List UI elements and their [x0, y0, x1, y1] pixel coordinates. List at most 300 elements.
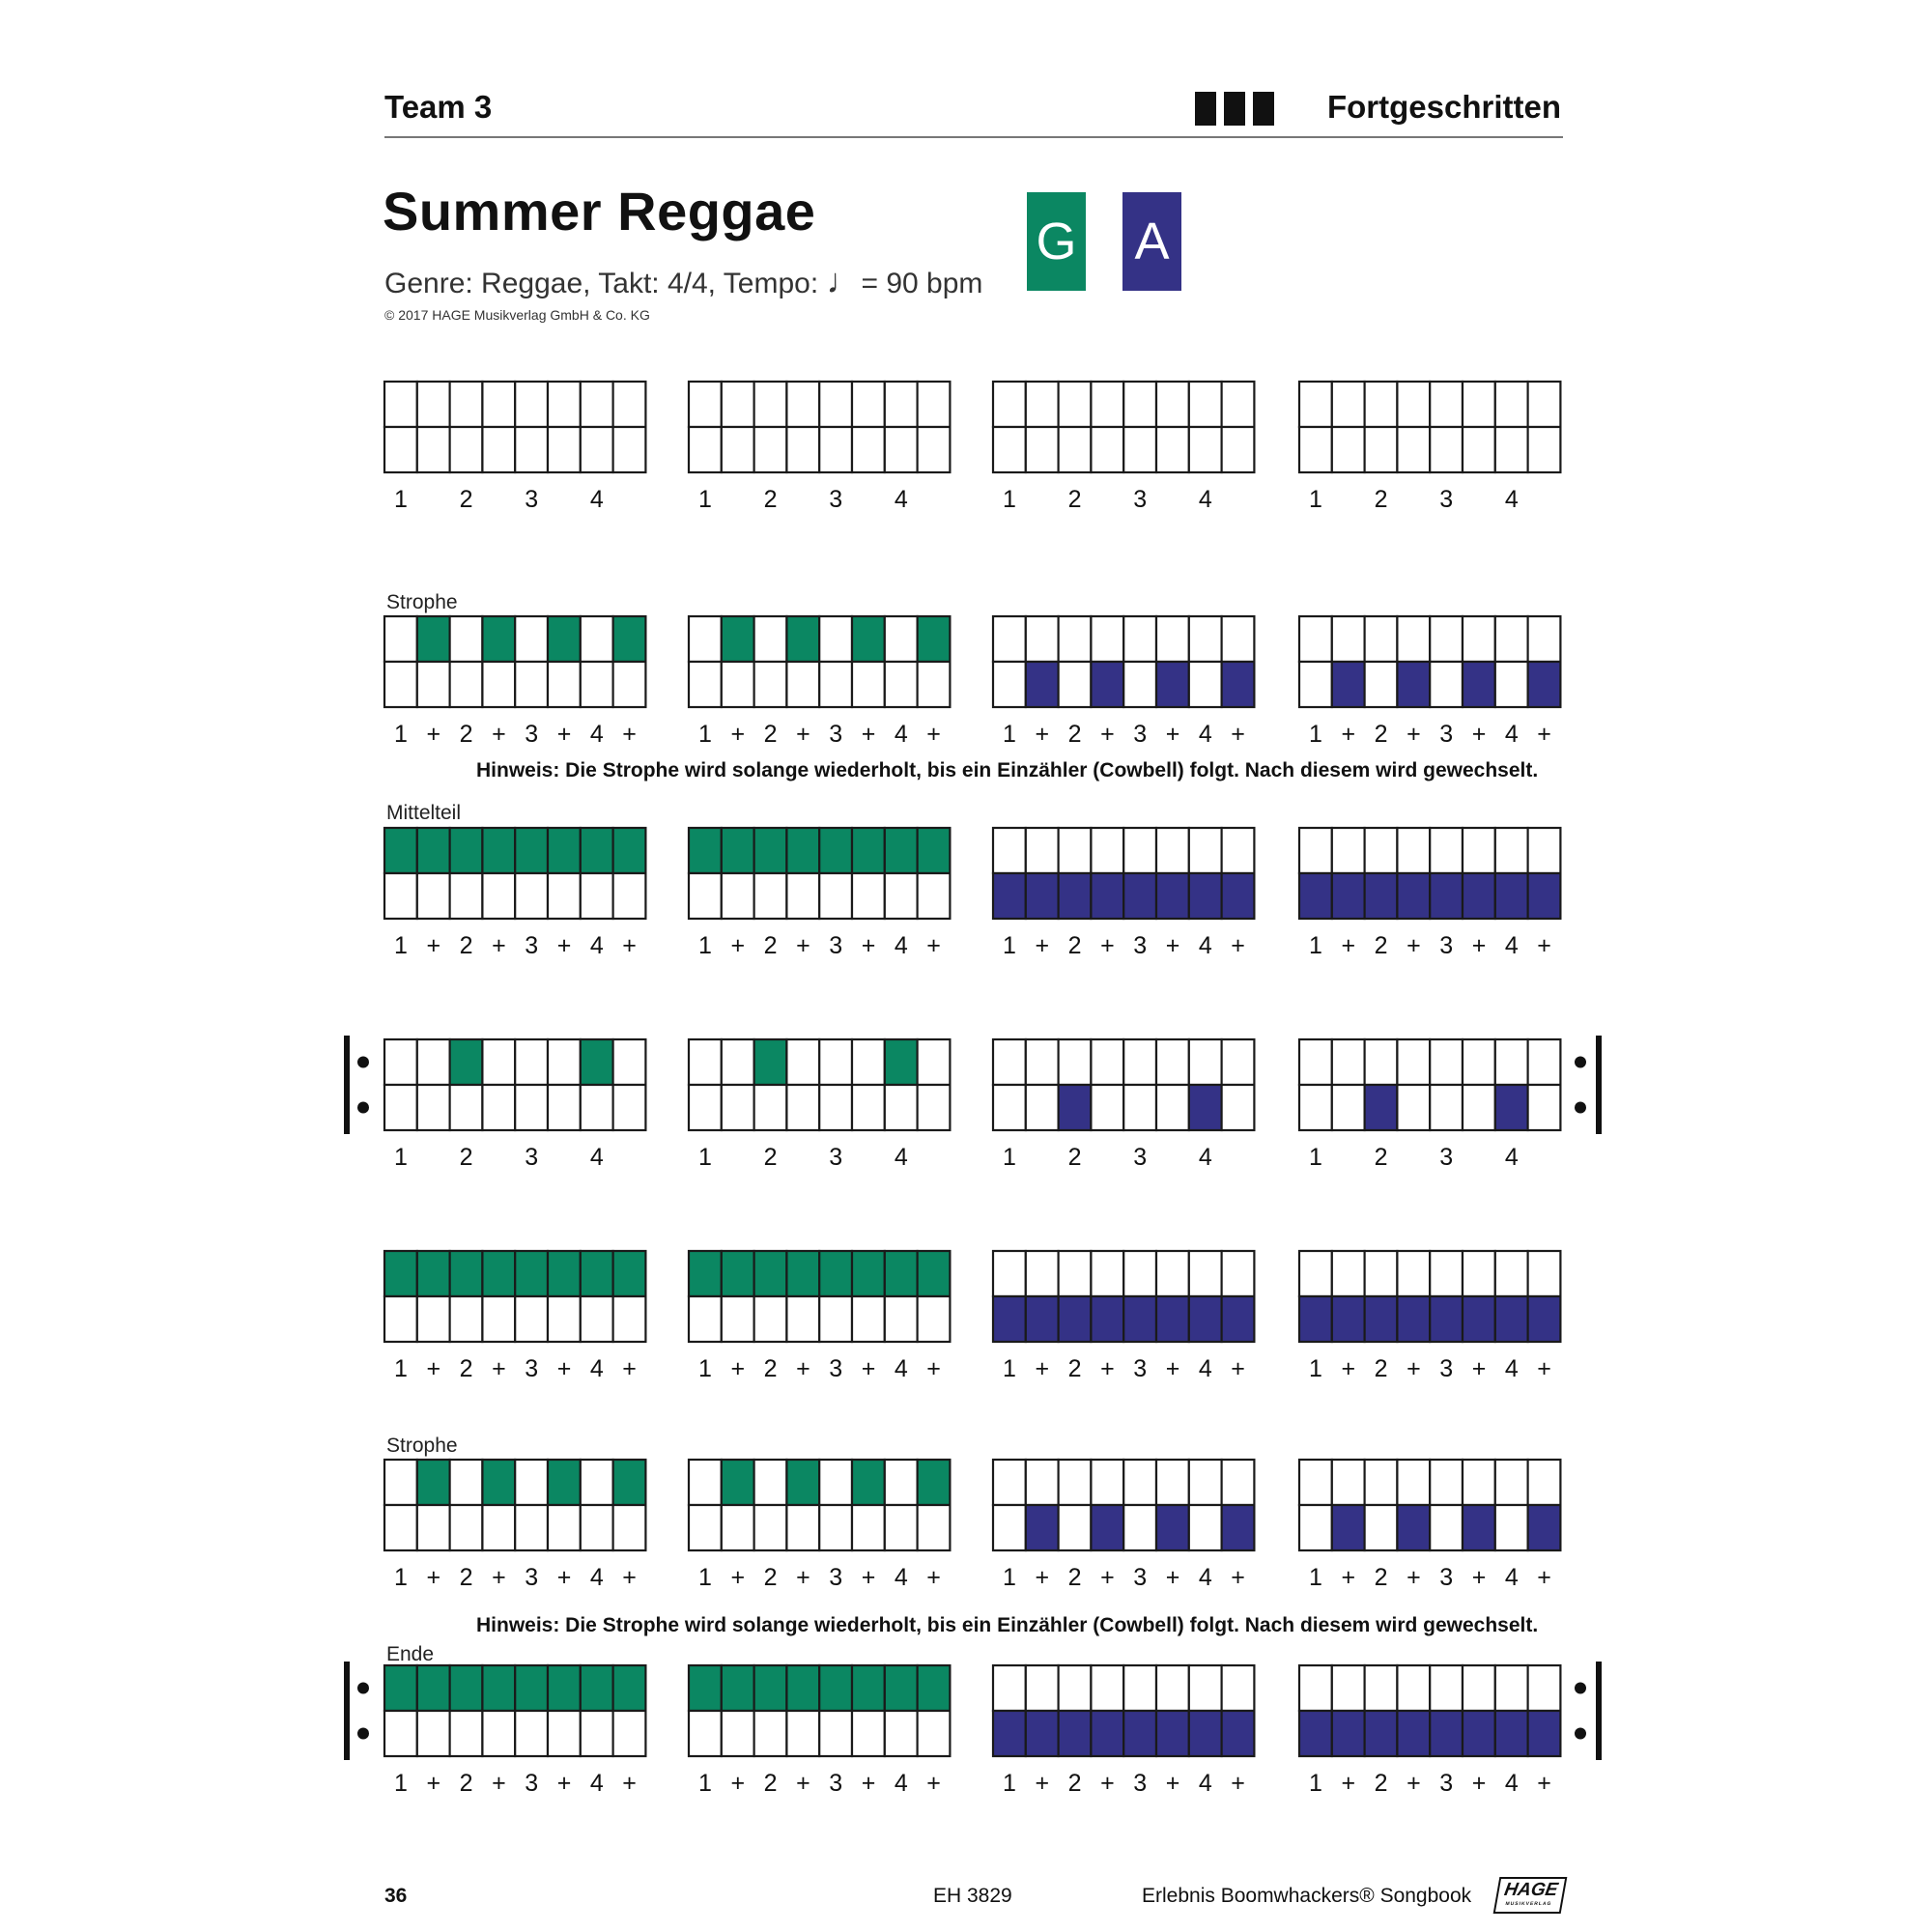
beat-count-label: 4 [589, 486, 604, 513]
beat-cell [1397, 1085, 1430, 1130]
beat-cell [786, 1296, 819, 1342]
beat-count-label: 1 [1309, 1770, 1322, 1797]
beat-cell [450, 1711, 483, 1756]
beat-cell-filled-g [786, 828, 819, 873]
beat-cell [1528, 427, 1561, 472]
beat-cell-filled-a [1222, 662, 1255, 707]
beat-cell-filled-g [384, 1665, 417, 1711]
beat-cell-filled-a [1026, 1505, 1059, 1550]
beat-count-label: 4 [1198, 486, 1212, 513]
beat-cell-filled-a [1463, 1296, 1495, 1342]
beat-count-label: 4 [1504, 1770, 1519, 1797]
beat-cell [885, 662, 918, 707]
beat-cell [689, 1711, 722, 1756]
beat-count-label: + [556, 1770, 572, 1797]
beat-count-label: 3 [1439, 1355, 1454, 1382]
beat-cell [1189, 828, 1222, 873]
beat-cell [515, 1460, 548, 1505]
beat-cell-filled-a [1123, 1711, 1156, 1756]
beat-cell [754, 427, 787, 472]
beat-cell [819, 1505, 852, 1550]
repeat-start-barline [344, 1036, 350, 1134]
beat-count-label: 2 [1374, 1144, 1388, 1171]
beat-cell-filled-a [1026, 1296, 1059, 1342]
beat-cell-filled-a [1332, 1505, 1365, 1550]
beat-cell [1365, 1251, 1398, 1296]
beat-cell-filled-g [722, 828, 754, 873]
beat-count-label: 1 [1003, 721, 1016, 748]
beat-cell [1463, 1460, 1495, 1505]
beat-cell [852, 1505, 885, 1550]
beat-cell [1222, 1085, 1255, 1130]
beat-cell-filled-a [1091, 873, 1123, 919]
beat-count-label: 2 [763, 932, 778, 959]
beat-cell [993, 1665, 1026, 1711]
beat-cell [1156, 1039, 1189, 1085]
beat-cell-filled-g [482, 616, 515, 662]
repeat-dot [1575, 1683, 1586, 1694]
beat-cell [1123, 1665, 1156, 1711]
beat-cell [482, 382, 515, 427]
beat-cell-filled-g [417, 616, 450, 662]
beat-cell-filled-g [722, 1251, 754, 1296]
beat-count-label: 3 [1133, 932, 1148, 959]
book-title: Erlebnis Boomwhackers® Songbook [1142, 1885, 1472, 1907]
beat-count-label: 2 [1067, 1355, 1082, 1382]
beat-cell [1222, 1665, 1255, 1711]
beat-cell [993, 1039, 1026, 1085]
beat-count-label: 1 [394, 486, 408, 513]
beat-cell [852, 1711, 885, 1756]
beat-cell [918, 427, 951, 472]
beat-cell [1332, 427, 1365, 472]
repeat-dot [1575, 1057, 1586, 1068]
beat-cell-filled-g [581, 1665, 613, 1711]
beat-count-label: + [426, 1564, 441, 1591]
beat-count-label: + [1471, 1564, 1487, 1591]
beat-cell [1430, 1039, 1463, 1085]
beat-cell [885, 1085, 918, 1130]
beat-cell [1365, 1460, 1398, 1505]
beat-cell-filled-a [1059, 873, 1092, 919]
beat-count-label: 4 [1198, 1770, 1212, 1797]
beat-count-label: 3 [829, 1564, 843, 1591]
beat-cell [1495, 1505, 1528, 1550]
beat-cell [1156, 1665, 1189, 1711]
beat-count-label: 1 [1003, 1144, 1016, 1171]
beat-cell [993, 662, 1026, 707]
beat-cell [548, 427, 581, 472]
beat-cell [1059, 1251, 1092, 1296]
beat-count-label: + [1035, 932, 1050, 959]
beat-cell-filled-g [885, 828, 918, 873]
beat-cell [1430, 828, 1463, 873]
beat-count-label: + [926, 1355, 941, 1382]
beat-cell-filled-a [1222, 873, 1255, 919]
beat-cell [1495, 1251, 1528, 1296]
beat-cell [786, 1505, 819, 1550]
beat-count-label: + [426, 932, 441, 959]
beat-cell-filled-g [515, 1251, 548, 1296]
beat-count-label: 2 [763, 486, 778, 513]
beat-cell [1026, 828, 1059, 873]
beat-cell-filled-a [1091, 1711, 1123, 1756]
beat-cell-filled-g [515, 1665, 548, 1711]
beat-cell-filled-a [1365, 1711, 1398, 1756]
beat-count-label: + [622, 932, 637, 959]
copyright: © 2017 HAGE Musikverlag GmbH & Co. KG [384, 307, 650, 323]
note-key-a: A [1122, 192, 1181, 291]
beat-cell-filled-a [1026, 662, 1059, 707]
beat-count-label: + [1537, 932, 1551, 959]
beat-cell [1156, 1085, 1189, 1130]
beat-cell [918, 1039, 951, 1085]
beat-count-label: + [1471, 1770, 1487, 1797]
beat-cell [1397, 1251, 1430, 1296]
beat-cell [1091, 427, 1123, 472]
beat-cell [1026, 1665, 1059, 1711]
beat-cell-filled-a [1332, 873, 1365, 919]
repeat-end-barline [1596, 1036, 1602, 1134]
beat-cell [1528, 382, 1561, 427]
beat-cell [1026, 616, 1059, 662]
beat-count-label: + [1100, 1355, 1115, 1382]
beat-cell-filled-a [1189, 1085, 1222, 1130]
beat-cell [1222, 1460, 1255, 1505]
beat-cell [819, 1711, 852, 1756]
beat-cell [384, 427, 417, 472]
beat-cell [1332, 1665, 1365, 1711]
beat-count-label: 2 [763, 1355, 778, 1382]
beat-cell-filled-g [689, 1665, 722, 1711]
beat-cell [852, 382, 885, 427]
beat-count-label: 4 [894, 1355, 908, 1382]
beat-cell-filled-a [1059, 1296, 1092, 1342]
beat-cell [613, 1085, 646, 1130]
beat-cell [1397, 828, 1430, 873]
beat-cell-filled-g [689, 1251, 722, 1296]
beat-count-label: 1 [698, 1770, 712, 1797]
beat-cell-filled-a [1397, 662, 1430, 707]
beat-cell-filled-g [548, 828, 581, 873]
beat-count-label: 4 [1198, 1355, 1212, 1382]
beat-cell [819, 1460, 852, 1505]
beat-cell [1222, 427, 1255, 472]
beat-count-label: + [622, 1770, 637, 1797]
beat-count-label: 3 [525, 1355, 539, 1382]
beat-cell-filled-g [819, 1665, 852, 1711]
beat-cell [1026, 1039, 1059, 1085]
beat-cell [786, 382, 819, 427]
beat-cell [1332, 616, 1365, 662]
beat-cell-filled-a [1123, 1296, 1156, 1342]
beat-count-label: + [1537, 1564, 1551, 1591]
beat-count-label: 2 [459, 1355, 473, 1382]
beat-cell [1123, 828, 1156, 873]
beat-cell [515, 1711, 548, 1756]
beat-count-label: 1 [698, 1144, 712, 1171]
beat-cell [1059, 1039, 1092, 1085]
beat-cell-filled-g [852, 1460, 885, 1505]
beat-cell-filled-g [722, 616, 754, 662]
beat-count-label: + [796, 1564, 810, 1591]
beat-cell [1495, 1460, 1528, 1505]
beat-cell-filled-g [852, 1251, 885, 1296]
beat-cell [754, 1085, 787, 1130]
beat-count-label: + [1231, 1355, 1245, 1382]
beat-cell [1365, 616, 1398, 662]
beat-count-label: + [730, 1564, 746, 1591]
beat-cell-filled-a [1156, 873, 1189, 919]
beat-count-label: 1 [1003, 1770, 1016, 1797]
beat-cell [613, 1505, 646, 1550]
beat-cell-filled-g [384, 828, 417, 873]
beat-cell [1026, 427, 1059, 472]
beat-cell [754, 873, 787, 919]
beat-count-label: 2 [1374, 932, 1388, 959]
beat-cell [852, 662, 885, 707]
beat-count-label: 2 [763, 1770, 778, 1797]
beat-cell [1222, 1039, 1255, 1085]
beat-cell-filled-g [819, 828, 852, 873]
beat-cell [1123, 1039, 1156, 1085]
beat-cell [722, 1296, 754, 1342]
beat-cell [1059, 616, 1092, 662]
beat-cell [1299, 427, 1332, 472]
beat-cell [1059, 662, 1092, 707]
beat-cell-filled-g [515, 828, 548, 873]
beat-cell [384, 1711, 417, 1756]
beat-cell-filled-g [819, 1251, 852, 1296]
beat-cell [613, 662, 646, 707]
beat-count-label: + [1165, 932, 1180, 959]
beat-count-label: 3 [525, 932, 539, 959]
beat-cell [689, 427, 722, 472]
beat-count-label: 4 [589, 1355, 604, 1382]
beat-cell [548, 1085, 581, 1130]
beat-count-label: + [1231, 721, 1245, 748]
beat-cell-filled-a [1156, 1711, 1189, 1756]
beat-cell-filled-a [1463, 1711, 1495, 1756]
beat-count-label: 1 [1309, 721, 1322, 748]
beat-cell [1528, 616, 1561, 662]
beat-cell [1332, 1460, 1365, 1505]
beat-cell [1299, 662, 1332, 707]
beat-count-label: 4 [589, 1144, 604, 1171]
hint-text: Hinweis: Die Strophe wird solange wiederholt, bis ein Einzähler (Cowbell) folgt. Nach diesem wird gewechselt. [476, 1614, 1539, 1636]
beat-cell [417, 1039, 450, 1085]
beat-cell [384, 1039, 417, 1085]
beat-cell [722, 382, 754, 427]
beat-cell [450, 1296, 483, 1342]
beat-count-label: 2 [459, 486, 473, 513]
beat-cell-filled-g [918, 616, 951, 662]
beat-cell [1332, 1039, 1365, 1085]
beat-cell-filled-g [754, 828, 787, 873]
beat-count-label: 2 [1067, 1144, 1082, 1171]
beat-cell [786, 1711, 819, 1756]
beat-count-label: 1 [698, 1564, 712, 1591]
beat-cell [1123, 616, 1156, 662]
beat-count-label: 4 [894, 1564, 908, 1591]
beat-cell [993, 1505, 1026, 1550]
beat-cell [1222, 616, 1255, 662]
beat-cell-filled-g [613, 1251, 646, 1296]
beat-cell [1528, 1251, 1561, 1296]
beat-cell [1430, 1085, 1463, 1130]
beat-cell [1059, 382, 1092, 427]
beat-cell [1156, 616, 1189, 662]
beat-cell [1299, 1039, 1332, 1085]
beat-cell [482, 1711, 515, 1756]
repeat-dot [357, 1683, 369, 1694]
beat-count-label: + [622, 1564, 637, 1591]
beat-count-label: 4 [1504, 721, 1519, 748]
beat-cell-filled-a [1299, 1296, 1332, 1342]
beat-cell [852, 1039, 885, 1085]
beat-cell-filled-g [548, 1251, 581, 1296]
beat-cell-filled-a [1091, 1505, 1123, 1550]
beat-cell [1222, 1251, 1255, 1296]
beat-cell-filled-a [1430, 1296, 1463, 1342]
beat-count-label: 2 [1067, 1770, 1082, 1797]
beat-cell [786, 1039, 819, 1085]
beat-cell [1091, 828, 1123, 873]
beat-cell [852, 1296, 885, 1342]
beat-cell [613, 1039, 646, 1085]
beat-cell [1463, 1039, 1495, 1085]
beat-count-label: 2 [459, 721, 473, 748]
beat-cell [1189, 662, 1222, 707]
beat-count-label: 1 [698, 486, 712, 513]
beat-cell [1059, 427, 1092, 472]
beat-cell [1495, 828, 1528, 873]
beat-cell-filled-a [1189, 1296, 1222, 1342]
beat-count-label: 3 [1439, 721, 1454, 748]
beat-cell [689, 1085, 722, 1130]
beat-count-label: + [492, 1770, 506, 1797]
beat-cell [581, 427, 613, 472]
beat-cell-filled-g [450, 1251, 483, 1296]
beat-count-label: + [796, 721, 810, 748]
beat-cell [482, 1085, 515, 1130]
beat-cell [819, 427, 852, 472]
section-label-ende: Ende [386, 1643, 435, 1665]
beat-cell [450, 873, 483, 919]
beat-cell [581, 616, 613, 662]
beat-cell-filled-g [450, 828, 483, 873]
beat-cell [1299, 1085, 1332, 1130]
beat-cell-filled-g [613, 828, 646, 873]
beat-cell [993, 828, 1026, 873]
beat-count-label: 2 [1374, 486, 1388, 513]
beat-cell [1430, 616, 1463, 662]
beat-cell [1430, 1460, 1463, 1505]
beat-cell-filled-g [885, 1039, 918, 1085]
repeat-end-barline [1596, 1662, 1602, 1760]
beat-count-label: + [1471, 1355, 1487, 1382]
beat-count-label: 1 [1309, 486, 1322, 513]
beat-cell [1332, 1251, 1365, 1296]
beat-cell [450, 1505, 483, 1550]
beat-count-label: 3 [525, 1564, 539, 1591]
beat-cell-filled-a [1463, 1505, 1495, 1550]
beat-cell-filled-g [918, 1460, 951, 1505]
beat-count-label: + [622, 1355, 637, 1382]
beat-cell-filled-a [1059, 1085, 1092, 1130]
beat-cell [1189, 1251, 1222, 1296]
beat-cell [384, 1505, 417, 1550]
beat-cell-filled-a [1397, 1296, 1430, 1342]
beat-count-label: 3 [1133, 1564, 1148, 1591]
beat-cell [819, 1039, 852, 1085]
beat-cell-filled-a [1495, 1085, 1528, 1130]
beat-count-label: 2 [459, 1144, 473, 1171]
song-meta-prefix: Genre: Reggae, Takt: 4/4, Tempo: [384, 268, 827, 299]
beat-count-label: + [861, 1564, 876, 1591]
beat-cell [786, 427, 819, 472]
beat-count-label: 3 [525, 1770, 539, 1797]
beat-count-label: 1 [1309, 1144, 1322, 1171]
beat-cell [885, 616, 918, 662]
beat-cell [1189, 616, 1222, 662]
beat-count-label: 1 [394, 1564, 408, 1591]
beat-cell [417, 873, 450, 919]
beat-cell [417, 1711, 450, 1756]
beat-cell [548, 873, 581, 919]
beat-cell-filled-a [1495, 1711, 1528, 1756]
beat-count-label: 4 [1504, 932, 1519, 959]
beat-cell [885, 1296, 918, 1342]
beat-cell [1397, 1665, 1430, 1711]
beat-count-label: + [1165, 1564, 1180, 1591]
beat-cell-filled-a [1299, 873, 1332, 919]
beat-count-label: 3 [1439, 1770, 1454, 1797]
beat-cell-filled-a [1156, 1296, 1189, 1342]
beat-cell [993, 427, 1026, 472]
beat-count-label: + [492, 932, 506, 959]
beat-cell [482, 1505, 515, 1550]
beat-count-label: + [1406, 1770, 1421, 1797]
beat-cell [548, 1505, 581, 1550]
beat-count-label: 2 [1067, 486, 1082, 513]
beat-cell [819, 1085, 852, 1130]
beat-count-label: 2 [1374, 1355, 1388, 1382]
beat-cell [1156, 1460, 1189, 1505]
beat-count-label: 2 [1067, 721, 1082, 748]
beat-cell [1495, 662, 1528, 707]
beat-count-label: + [622, 721, 637, 748]
beat-cell-filled-g [918, 1251, 951, 1296]
beat-cell [1365, 1505, 1398, 1550]
beat-cell [1299, 616, 1332, 662]
beat-cell-filled-g [689, 828, 722, 873]
beat-cell-filled-g [417, 1665, 450, 1711]
beat-cell [786, 662, 819, 707]
beat-cell [548, 662, 581, 707]
beat-cell-filled-a [1222, 1711, 1255, 1756]
beat-cell [1397, 1460, 1430, 1505]
edition-code: EH 3829 [933, 1885, 1012, 1907]
beat-cell [384, 616, 417, 662]
beat-cell [515, 662, 548, 707]
beat-cell [1528, 828, 1561, 873]
beat-cell-filled-g [417, 1251, 450, 1296]
beat-cell-filled-g [548, 616, 581, 662]
beat-cell [1222, 382, 1255, 427]
beat-cell [993, 382, 1026, 427]
beat-cell [1463, 1665, 1495, 1711]
